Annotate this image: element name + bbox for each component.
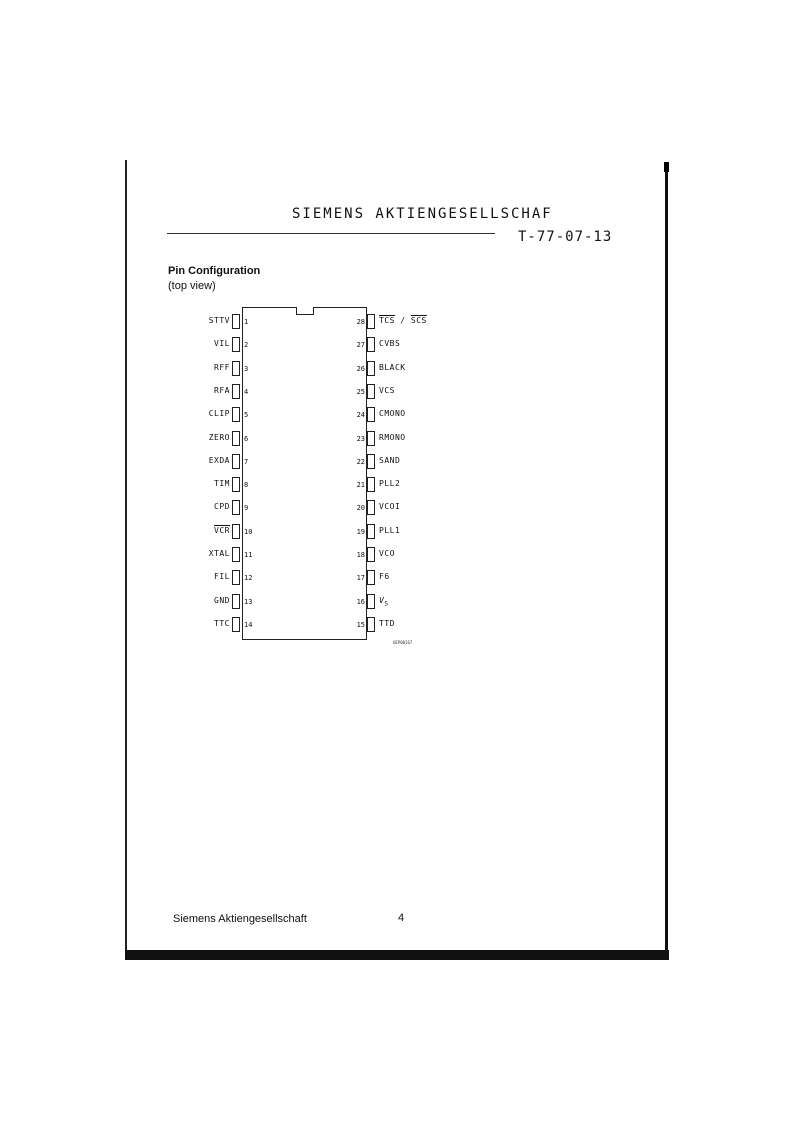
pin-name: BLACK: [379, 363, 406, 372]
pin-number: 18: [356, 551, 365, 559]
pin-name: CLIP: [208, 409, 230, 418]
pin-box: [367, 314, 375, 329]
pin-name: STTV: [208, 316, 230, 325]
frame-bottom: [125, 950, 669, 960]
pin-name: CMONO: [379, 409, 406, 418]
pin-name: [379, 315, 427, 327]
pin-number: 14: [244, 621, 253, 629]
pin-box: [232, 407, 240, 422]
pin-box: [232, 431, 240, 446]
pin-name: FIL: [214, 572, 230, 581]
pin-number: 17: [356, 574, 365, 582]
frame-right-tick: [664, 162, 669, 172]
pin-name: RFA: [214, 386, 230, 395]
footer-company: Siemens Aktiengesellschaft: [173, 913, 307, 925]
pin-name: TTD: [379, 619, 395, 628]
frame-right: [665, 162, 668, 958]
pin-box: [367, 500, 375, 515]
pin-box: [232, 524, 240, 539]
pin-name-part: $\overline{SCS}$: [410, 316, 427, 325]
pin-name-separator: /: [394, 316, 411, 325]
pin-name: ZERO: [208, 433, 230, 442]
pin-name: VCOI: [379, 502, 401, 511]
pin-box: [367, 547, 375, 562]
frame-left: [125, 160, 127, 960]
pin-number: 6: [244, 435, 249, 443]
pin-number: 26: [356, 365, 365, 373]
pin-box: [232, 314, 240, 329]
pin-box: [367, 454, 375, 469]
pin-name: $\overline{VCR}$: [214, 526, 230, 535]
pin-number: 11: [244, 551, 253, 559]
pin-number: 23: [356, 435, 365, 443]
pin-number: 20: [356, 504, 365, 512]
pin-name: F6: [379, 572, 390, 581]
pin-name-subscript: S: [384, 600, 389, 608]
pin-number: 16: [356, 598, 365, 606]
pin-box: [232, 617, 240, 632]
pin-box: [232, 384, 240, 399]
pin-number: 13: [244, 598, 253, 606]
pin-number: 24: [356, 411, 365, 419]
pin-name: SAND: [379, 456, 401, 465]
pin-name: RFF: [214, 363, 230, 372]
pin-box: [367, 524, 375, 539]
pin-number: 2: [244, 341, 249, 349]
pin-name: [379, 595, 388, 611]
header-company: SIEMENS AKTIENGESELLSCHAF: [292, 206, 553, 222]
pin-name: PLL2: [379, 479, 401, 488]
pin-number: 27: [356, 341, 365, 349]
pin-name: TTC: [214, 619, 230, 628]
pin-name: TIM: [214, 479, 230, 488]
pin-box: [367, 617, 375, 632]
pin-number: 1: [244, 318, 249, 326]
pin-box: [232, 477, 240, 492]
pin-number: 8: [244, 481, 249, 489]
pin-number: 28: [356, 318, 365, 326]
pin-name: RMONO: [379, 433, 406, 442]
pin-number: 3: [244, 365, 249, 373]
pin-box: [367, 384, 375, 399]
pin-name: EXDA: [208, 456, 230, 465]
pin-box: [232, 594, 240, 609]
pin-box: [232, 500, 240, 515]
ic-package-body: [242, 307, 367, 640]
pin-number: 10: [244, 528, 253, 536]
pin-name: CVBS: [379, 339, 401, 348]
pin-number: 22: [356, 458, 365, 466]
pin-name-part: $\overline{TCS}$: [379, 316, 395, 325]
pin-box: [367, 431, 375, 446]
pin-number: 19: [356, 528, 365, 536]
pin-number: 12: [244, 574, 253, 582]
pin-name: GND: [214, 596, 230, 605]
pin-box: [367, 570, 375, 585]
pin-box: [367, 594, 375, 609]
header-rule: [167, 233, 495, 234]
pin-number: 4: [244, 388, 249, 396]
pin-name: VCO: [379, 549, 395, 558]
pin-box: [367, 477, 375, 492]
pin-number: 7: [244, 458, 249, 466]
pin-number: 25: [356, 388, 365, 396]
pin-box: [232, 361, 240, 376]
pin-name: VCS: [379, 386, 395, 395]
pin-box: [232, 547, 240, 562]
pin-box: [232, 337, 240, 352]
pin-name: PLL1: [379, 526, 401, 535]
pin-number: 9: [244, 504, 249, 512]
ic-notch: [296, 307, 314, 315]
pin-box: [232, 570, 240, 585]
pin-box: [232, 454, 240, 469]
document-code: T-77-07-13: [518, 229, 613, 245]
pin-box: [367, 361, 375, 376]
part-code: UEP00167: [393, 640, 413, 645]
pin-box: [367, 337, 375, 352]
pin-name: XTAL: [208, 549, 230, 558]
section-title: Pin Configuration: [168, 265, 261, 277]
pin-number: 21: [356, 481, 365, 489]
pin-number: 5: [244, 411, 249, 419]
page-number: 4: [398, 912, 405, 924]
pin-box: [367, 407, 375, 422]
pin-name-main: V: [379, 596, 385, 605]
section-subtitle: (top view): [168, 280, 216, 292]
pin-name: VIL: [214, 339, 230, 348]
pin-name: CPD: [214, 502, 230, 511]
pin-number: 15: [356, 621, 365, 629]
